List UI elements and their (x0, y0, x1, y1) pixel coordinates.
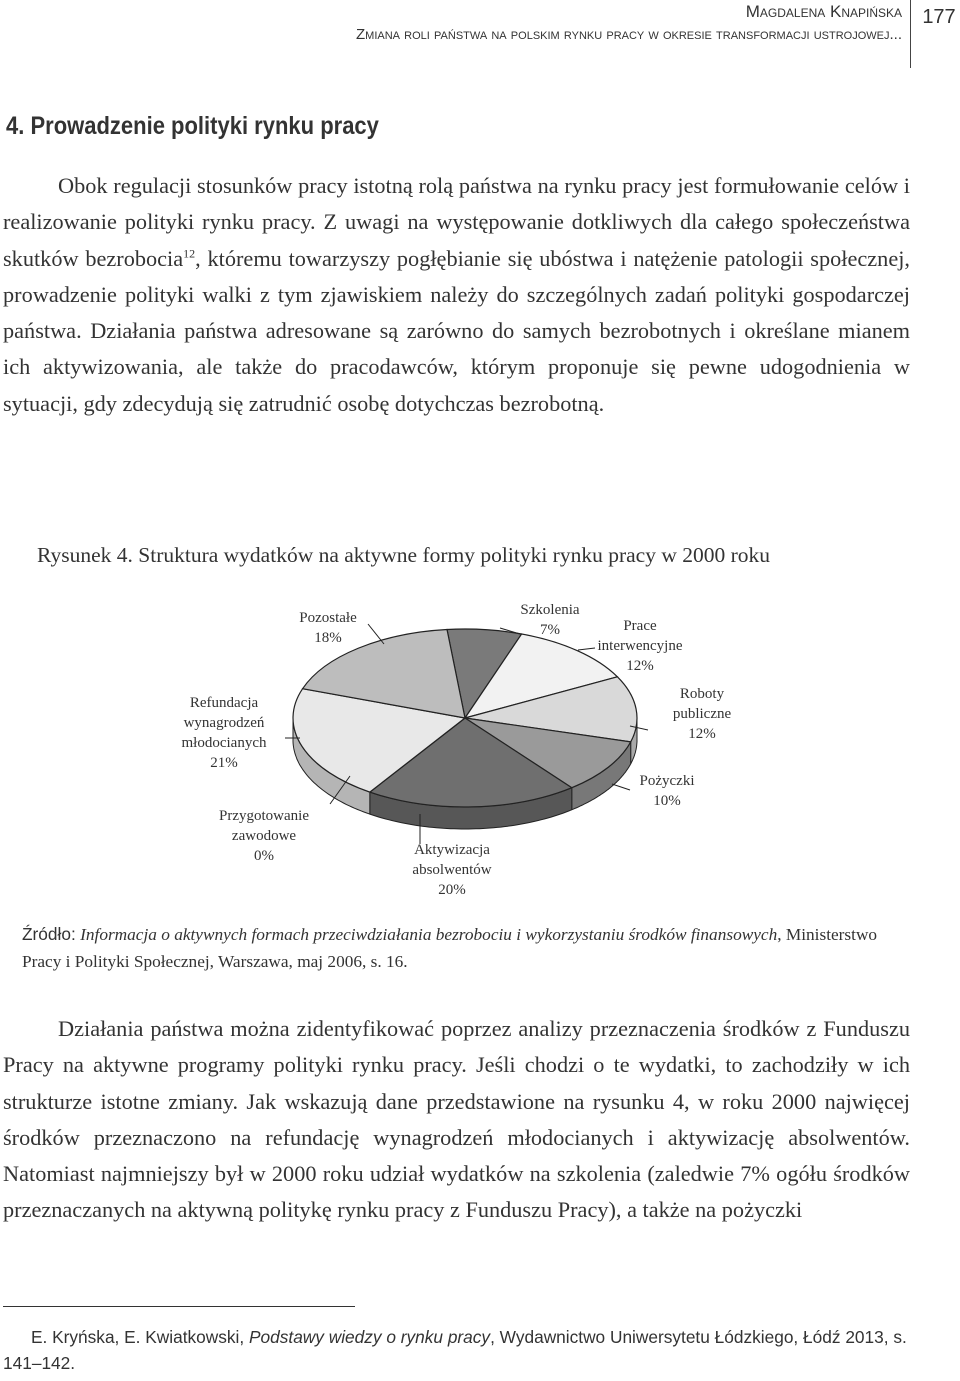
source-details: , Ministerstwo Pracy i Polityki Społecznej, Warszawa, maj 2006, s. 16. (22, 925, 878, 971)
pie-label-7 (299, 610, 357, 646)
pie-label-3 (640, 773, 695, 809)
leader-line-7 (368, 624, 384, 644)
source-label: Źródło: (22, 924, 76, 944)
pie-label-line: 21% (210, 755, 238, 771)
pie-label-line: 10% (653, 793, 681, 809)
pie-label-6 (182, 695, 267, 771)
figure-caption: Rysunek 4. Struktura wydatków na aktywne formy polityki rynku pracy w 2000 roku (37, 543, 771, 567)
pie-label-line: Pożyczki (639, 773, 695, 789)
pie-label-line: młodocianych (181, 735, 267, 751)
pie-label-line: publiczne (672, 706, 732, 722)
header-author: Magdalena Knapińska (745, 2, 902, 21)
pie-label-4 (412, 842, 491, 898)
paragraph-1-part-a: Obok regulacji stosunków pracy istotną rolą państwa na rynku pracy jest formułowanie celów i realizowanie polityki rynku pracy. Z uwagi na występowanie dotkliwych dla całego społeczeństwa skutków bezrobocia (3, 173, 910, 271)
section-heading: 4. Prowadzenie polityki rynku pracy (6, 112, 379, 140)
footnote-reference[interactable]: 12 (183, 246, 196, 261)
pie-label-line: 12% (688, 726, 716, 742)
pie-label-line: Prace (623, 618, 657, 634)
pie-label-5 (219, 808, 309, 864)
pie-label-line: Szkolenia (520, 602, 580, 618)
footnote-authors: E. Kryńska, E. Kwiatkowski, (31, 1327, 249, 1347)
pie-label-line: Refundacja (189, 695, 259, 711)
pie-label-line: 7% (540, 622, 560, 638)
pie-label-line: 0% (254, 848, 274, 864)
pie-label-line: interwencyjne (597, 638, 683, 654)
source-title: Informacja o aktywnych formach przeciwdziałania bezrobociu i wykorzystaniu środków finansowych (75, 925, 778, 944)
paragraph-2: Działania państwa można zidentyfikować poprzez analizy przeznaczenia środków z Funduszu Pracy na aktywne programy polityki rynku pracy. Jeśli chodzi o te wydatki, to zachodziły w ich strukturze istotne zmiany. Jak wskazują dane przedstawione na rysunku 4, w roku 2000 najwięcej środków przeznaczono na refundację wynagrodzeń młodocianych i aktywizację absolwentów. Natomiast najmniejszy był w 2000 roku udział wydatków na szkolenia (zaledwie 7% ogółu środków przeznaczanych na aktywną politykę rynku pracy z Funduszu Pracy), a także na pożyczki (3, 1016, 910, 1223)
pie-label-line: Przygotowanie (219, 808, 309, 824)
pie-label-0 (520, 602, 579, 638)
pie-label-line: 20% (438, 882, 466, 898)
pie-label-line: Pozostałe (299, 610, 357, 626)
footnote-title: Podstawy wiedzy o rynku pracy (249, 1327, 491, 1347)
paragraph-1 (3, 168, 910, 422)
pie-label-line: zawodowe (231, 828, 297, 844)
footnote-divider (3, 1306, 355, 1307)
pie-label-line: Roboty (679, 686, 725, 702)
pie-label-2 (673, 686, 732, 742)
footnote-details: , Wydawnictwo Uniwersytetu Łódzkiego, Łódź 2013, s. 141–142. (3, 1327, 907, 1373)
pie-label-line: Aktywizacja (414, 842, 490, 858)
header-divider (910, 0, 911, 68)
pie-label-line: 18% (314, 630, 342, 646)
page-number: 177 (922, 6, 956, 28)
figure-source (22, 921, 902, 975)
footnote (3, 1325, 910, 1376)
paragraph-1-part-b: , któremu towarzyszy pogłębianie się ubóstwa i natężenie patologii społecznej, prowadzenie polityki walki z tym zjawiskiem należy do szczególnych zadań polityki gospodarczej państwa. Działania państwa adresowane są zarówno do samych bezrobotnych i określane mianem ich aktywizowania, ale także do pracodawców, którym proponuje się pewne udogodnienia w sytuacji, gdy zdecydują się zatrudnić osobę dotychczas bezrobotną. (3, 245, 910, 416)
leader-line-1 (578, 648, 595, 650)
pie-chart (0, 588, 960, 913)
header-running-title: Zmiana roli państwa na polskim rynku pracy w okresie transformacji ustrojowej... (356, 26, 902, 43)
leader-line-3 (612, 784, 630, 790)
pie-label-line: wynagrodzeń (183, 715, 265, 731)
pie-label-1 (598, 618, 683, 674)
pie-label-line: 12% (626, 658, 654, 674)
pie-label-line: absolwentów (412, 862, 492, 878)
